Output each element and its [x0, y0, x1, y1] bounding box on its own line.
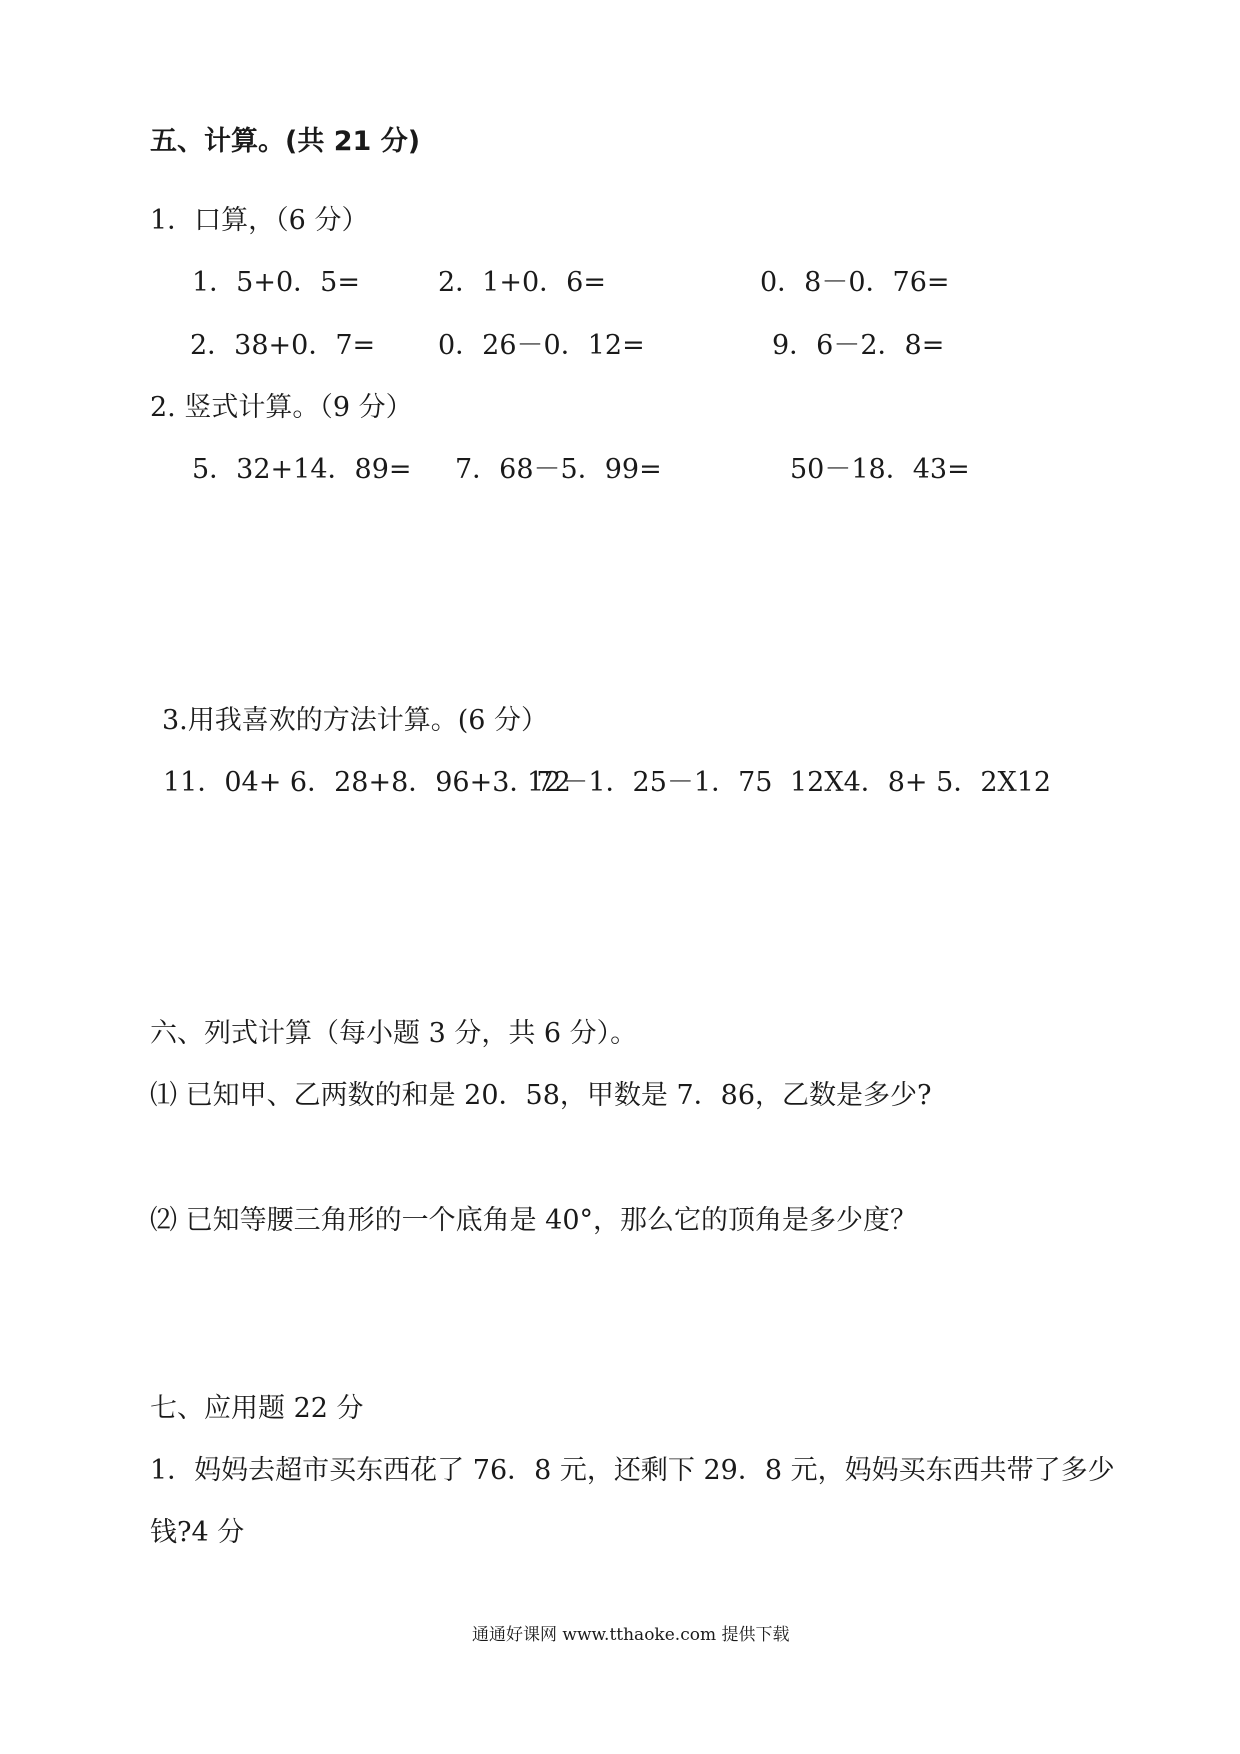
footer-watermark: 通通好课网 www.tthaoke.com 提供下载 [472, 1625, 790, 1645]
oral-calc-1: 1．5+0．5= [192, 267, 360, 298]
question-3-label: 3.用我喜欢的方法计算。(6 分） [162, 705, 549, 736]
method-calc-3: 12X4．8+ 5．2X12 [790, 767, 1052, 798]
question-1-label: 1．口算，（6 分） [150, 205, 369, 236]
section-5-title: 五、计算。(共 21 分) [150, 126, 421, 157]
vertical-calc-2: 7．68－5．99= [455, 454, 662, 485]
question-2-label: 2. 竖式计算。（9 分） [150, 392, 413, 423]
section-6-question-1: ⑴ 已知甲、乙两数的和是 20．58，甲数是 7．86，乙数是多少? [150, 1080, 932, 1111]
oral-calc-6: 9．6－2．8= [772, 330, 945, 361]
section-6-title: 六、列式计算（每小题 3 分，共 6 分）。 [150, 1018, 638, 1049]
method-calc-2: 12－1．25－1．75 [527, 767, 773, 798]
vertical-calc-1: 5．32+14．89= [192, 454, 412, 485]
application-question-1-line-2: 钱?4 分 [150, 1517, 245, 1548]
oral-calc-4: 2．38+0．7= [190, 330, 376, 361]
method-calc-1: 11．04+ 6．28+8．96+3．72 [163, 767, 571, 798]
section-7-title: 七、应用题 22 分 [150, 1393, 364, 1424]
oral-calc-3: 0．8－0．76= [760, 267, 950, 298]
vertical-calc-3: 50－18．43= [790, 454, 970, 485]
application-question-1-line-1: 1．妈妈去超市买东西花了 76．8 元，还剩下 29．8 元，妈妈买东西共带了多少 [150, 1455, 1115, 1486]
oral-calc-5: 0．26－0．12= [438, 330, 645, 361]
oral-calc-2: 2．1+0．6= [438, 267, 606, 298]
section-6-question-2: ⑵ 已知等腰三角形的一个底角是 40°，那么它的顶角是多少度？ [150, 1205, 918, 1236]
